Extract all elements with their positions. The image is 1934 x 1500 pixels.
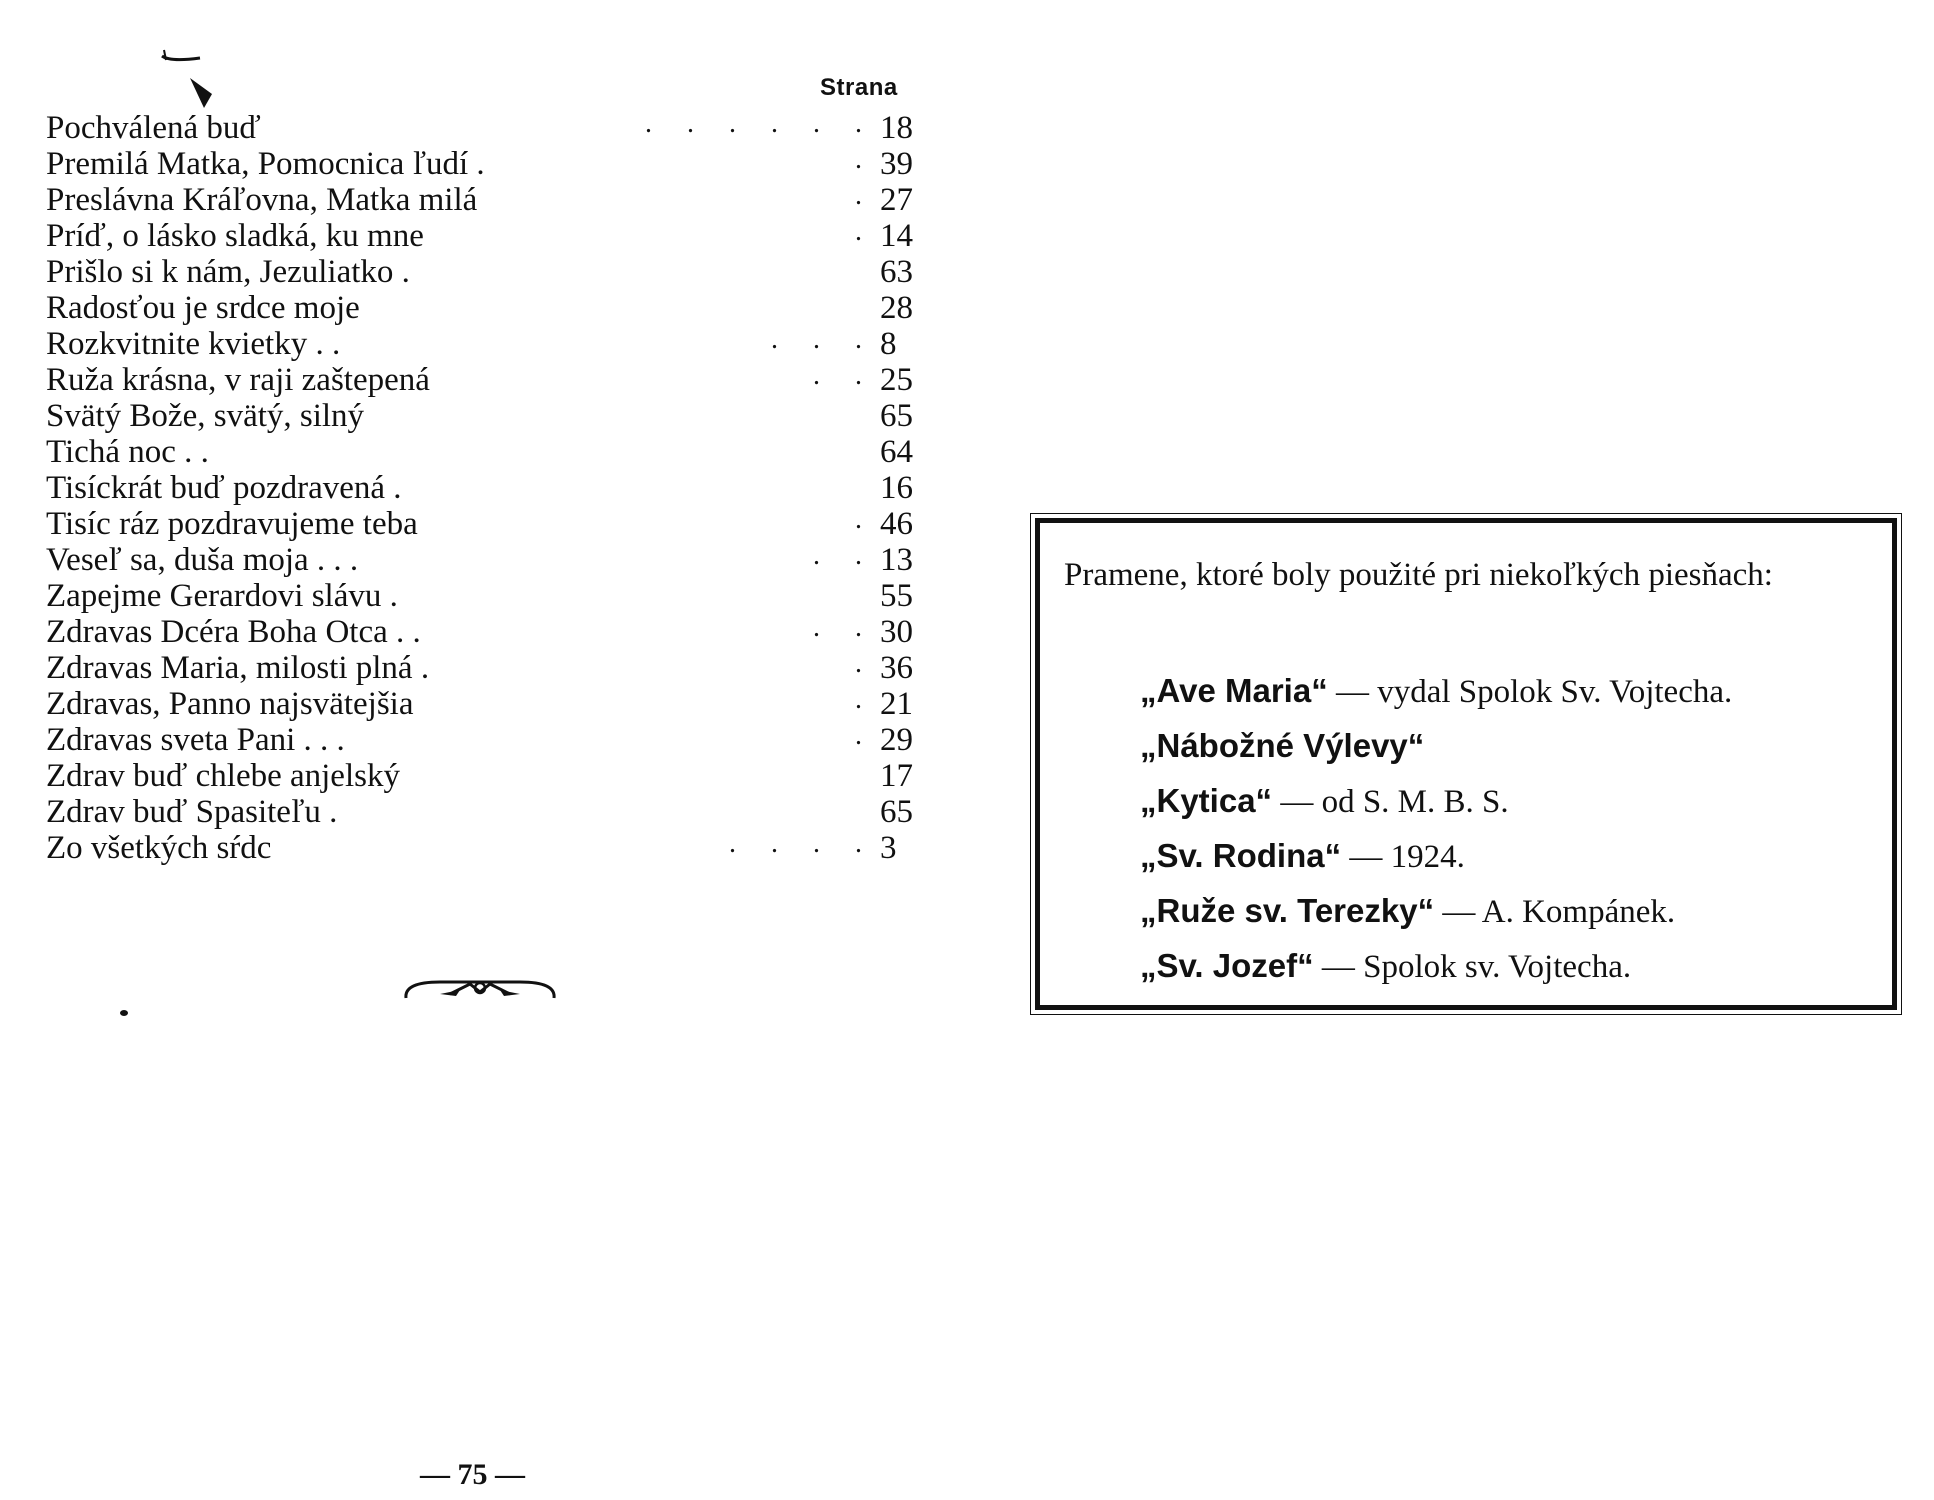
- sources-list: [1140, 663, 1732, 993]
- index-entry-leader-dots: . .: [813, 360, 876, 391]
- source-title: „Ruže sv. Terezky“: [1140, 892, 1435, 929]
- index-entry: [46, 506, 916, 542]
- source-note: — Spolok sv. Vojtecha.: [1313, 949, 1632, 985]
- index-entry-leader-dots: .: [855, 720, 876, 751]
- index-entry: [46, 146, 916, 182]
- ink-speck: [120, 1010, 128, 1016]
- index-entry-title: Zdrav buď Spasiteľu .: [46, 794, 338, 830]
- index-entry-title: Príď, o lásko sladká, ku mne: [46, 218, 424, 254]
- index-entry-leader-dots: .: [855, 180, 876, 211]
- index-entry: [46, 830, 916, 866]
- page-column-heading: Strana: [820, 74, 898, 101]
- index-entry-title: Tisíc ráz pozdravujeme teba: [46, 506, 418, 542]
- source-title: „Kytica“: [1140, 782, 1273, 819]
- index-entry-leader-dots: .: [855, 216, 876, 247]
- index-entry-page-number: 21: [880, 686, 913, 722]
- sources-intro: Pramene, ktoré boly použité pri niekoľkých piesňach:: [1064, 557, 1773, 593]
- index-entry-leader-dots: . . . . . .: [645, 108, 876, 139]
- index-entry-title: Zapejme Gerardovi slávu .: [46, 578, 398, 614]
- index-entry-title: Tichá noc . .: [46, 434, 209, 470]
- index-entry: [46, 434, 916, 470]
- index-entry-leader-dots: . .: [813, 540, 876, 571]
- index-entry-page-number: 55: [880, 578, 913, 614]
- source-item: [1140, 883, 1732, 938]
- source-item: [1140, 718, 1732, 773]
- sources-box: [1035, 518, 1897, 1010]
- index-entry-title: Pochválená buď: [46, 110, 261, 146]
- index-entry-page-number: 25: [880, 362, 913, 398]
- index-entry: [46, 794, 916, 830]
- source-item: [1140, 773, 1732, 828]
- index-entry: [46, 362, 916, 398]
- index-entry-page-number: 39: [880, 146, 913, 182]
- index-entry-page-number: 65: [880, 398, 913, 434]
- index-entry: [46, 578, 916, 614]
- index-entry: [46, 290, 916, 326]
- source-item: [1140, 828, 1732, 883]
- index-entry-page-number: 17: [880, 758, 913, 794]
- index-entry-leader-dots: .: [855, 144, 876, 175]
- index-entry-title: Zo všetkých sŕdc: [46, 830, 272, 866]
- index-entry: [46, 326, 916, 362]
- index-entry-page-number: 65: [880, 794, 913, 830]
- index-entry-title: Prišlo si k nám, Jezuliatko .: [46, 254, 410, 290]
- index-entry-title: Preslávna Kráľovna, Matka milá: [46, 182, 478, 218]
- page-number: — 75 —: [420, 1458, 525, 1491]
- index-entry-title: Svätý Bože, svätý, silný: [46, 398, 365, 434]
- source-note: — A. Kompánek.: [1434, 894, 1676, 930]
- index-entry: [46, 110, 916, 146]
- index-entry-title: Zdravas Dcéra Boha Otca . .: [46, 614, 421, 650]
- index-entry-page-number: 36: [880, 650, 913, 686]
- index-entry-leader-dots: . . . .: [729, 828, 876, 859]
- index-entry-leader-dots: . .: [813, 612, 876, 643]
- source-item: [1140, 938, 1732, 993]
- index-entry: [46, 722, 916, 758]
- song-index-list: [46, 110, 916, 866]
- index-entry-page-number: 14: [880, 218, 913, 254]
- index-entry-title: Ruža krásna, v raji zaštepená: [46, 362, 430, 398]
- source-item: [1140, 663, 1732, 718]
- index-entry-page-number: 16: [880, 470, 913, 506]
- index-entry: [46, 470, 916, 506]
- index-entry-page-number: 8: [880, 326, 897, 362]
- decorative-ornament-icon: [400, 968, 560, 1008]
- index-entry-leader-dots: .: [855, 504, 876, 535]
- index-entry: [46, 218, 916, 254]
- index-entry-title: Premilá Matka, Pomocnica ľudí .: [46, 146, 485, 182]
- index-entry: [46, 254, 916, 290]
- index-entry-page-number: 3: [880, 830, 897, 866]
- index-entry-title: Radosťou je srdce moje: [46, 290, 360, 326]
- index-entry-title: Zdravas sveta Pani . . .: [46, 722, 345, 758]
- index-entry-page-number: 64: [880, 434, 913, 470]
- index-entry-page-number: 46: [880, 506, 913, 542]
- index-entry-title: Rozkvitnite kvietky . .: [46, 326, 341, 362]
- source-title: „Sv. Jozef“: [1140, 947, 1314, 984]
- source-title: „Nábožné Výlevy“: [1140, 727, 1425, 764]
- source-title: „Ave Maria“: [1140, 672, 1328, 709]
- index-entry-title: Zdravas Maria, milosti plná .: [46, 650, 430, 686]
- index-entry-page-number: 13: [880, 542, 913, 578]
- source-note: — vydal Spolok Sv. Vojtecha.: [1327, 674, 1733, 710]
- index-entry: [46, 614, 916, 650]
- index-entry: [46, 542, 916, 578]
- source-note: — od S. M. B. S.: [1272, 784, 1509, 820]
- index-entry-title: Tisíckrát buď pozdravená .: [46, 470, 402, 506]
- index-entry: [46, 686, 916, 722]
- index-entry-leader-dots: .: [855, 648, 876, 679]
- index-entry-title: Zdravas, Panno najsvätejšia: [46, 686, 414, 722]
- index-entry: [46, 650, 916, 686]
- index-entry: [46, 182, 916, 218]
- index-entry-page-number: 27: [880, 182, 913, 218]
- source-title: „Sv. Rodina“: [1140, 837, 1342, 874]
- left-page: [0, 0, 960, 1500]
- source-note: — 1924.: [1341, 839, 1465, 875]
- ink-smudge-mark: [160, 48, 240, 118]
- index-entry: [46, 398, 916, 434]
- index-entry-leader-dots: . . .: [771, 324, 876, 355]
- index-entry-page-number: 29: [880, 722, 913, 758]
- index-entry-leader-dots: .: [855, 684, 876, 715]
- index-entry-page-number: 30: [880, 614, 913, 650]
- index-entry-page-number: 28: [880, 290, 913, 326]
- index-entry: [46, 758, 916, 794]
- index-entry-page-number: 63: [880, 254, 913, 290]
- index-entry-title: Veseľ sa, duša moja . . .: [46, 542, 359, 578]
- index-entry-page-number: 18: [880, 110, 913, 146]
- index-entry-title: Zdrav buď chlebe anjelský: [46, 758, 400, 794]
